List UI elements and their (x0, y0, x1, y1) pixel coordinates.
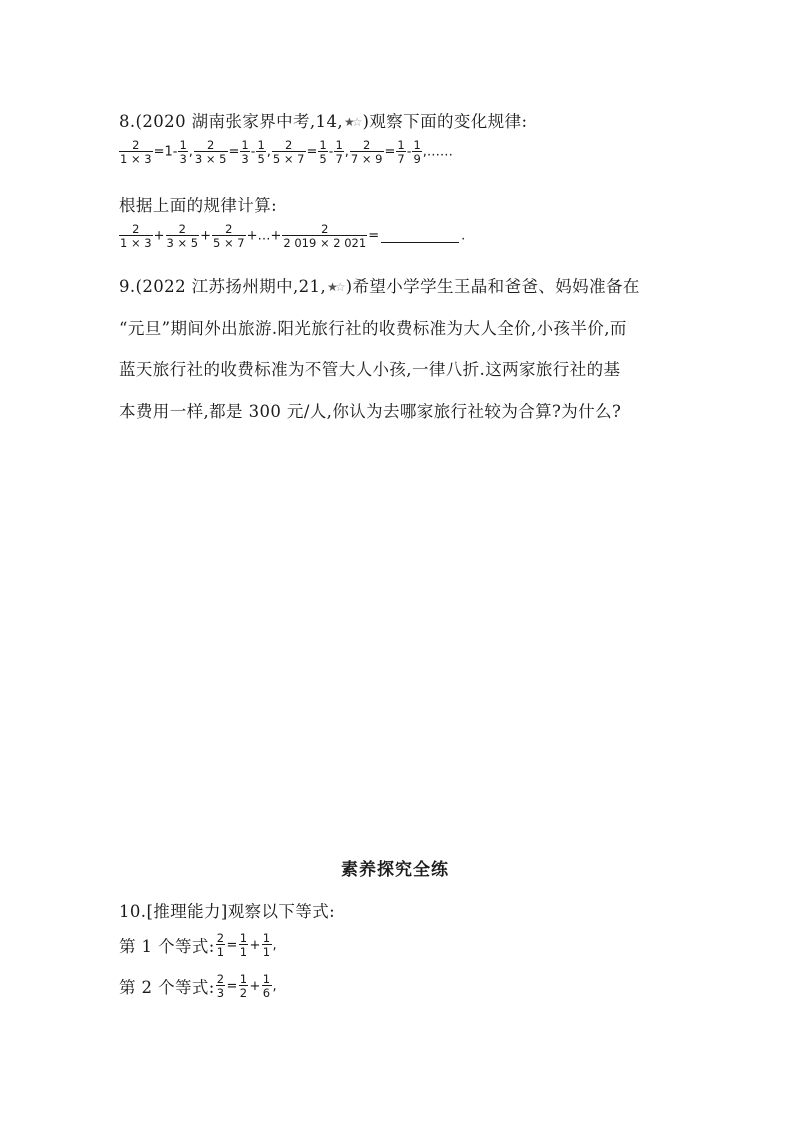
operator: - (406, 144, 412, 160)
operator: + (153, 228, 165, 244)
operator: +…+ (246, 228, 282, 244)
denominator: 1 (216, 945, 225, 959)
q9-line-1 (119, 273, 640, 297)
numerator: 1 (397, 138, 405, 152)
operator: = (384, 144, 396, 160)
fraction (350, 139, 384, 165)
operator: = (226, 978, 238, 994)
difficulty-star-icon: ★☆ (344, 115, 360, 129)
denominator: 5 × 7 (272, 152, 305, 166)
q9-source: 9.(2022 江苏扬州期中,21, (119, 277, 327, 296)
denominator: 6 (262, 986, 271, 1000)
fraction (256, 139, 265, 165)
q8-calc-label: 根据上面的规律计算: (119, 196, 278, 215)
fraction (396, 139, 405, 165)
q10-eq1-math (215, 931, 278, 959)
q10-eq2-label: 第 2 个等式: (119, 978, 215, 997)
answer-blank (381, 241, 459, 243)
denominator: 3 (179, 152, 187, 166)
numerator: 2 (216, 972, 225, 986)
fraction (318, 139, 327, 165)
fraction (262, 932, 272, 958)
operator: . (461, 228, 466, 244)
numerator: 1 (413, 138, 421, 152)
q8-source: 8.(2020 湖南张家界中考,14, (119, 112, 344, 131)
denominator: 5 (257, 152, 265, 166)
numerator: 2 (321, 222, 329, 236)
denominator: 3 × 5 (194, 152, 227, 166)
numerator: 2 (363, 138, 371, 152)
operator: , (188, 144, 193, 160)
q10-intro: 10.[推理能力]观察以下等式: (119, 902, 336, 921)
q10-equation-2 (119, 973, 277, 999)
q8-intro (119, 108, 527, 132)
fraction (412, 139, 421, 165)
operator: ,…… (422, 144, 453, 160)
numerator: 2 (132, 138, 140, 152)
denominator: 1 × 3 (120, 236, 152, 250)
operator: , (272, 978, 278, 994)
operator: + (249, 937, 261, 953)
numerator: 1 (335, 138, 343, 152)
q9-line-2: “元旦”期间外出旅游.阳光旅行社的收费标准为大人全价,小孩半价,而 (119, 319, 627, 338)
operator: , (272, 937, 278, 953)
denominator: 2 019 × 2 021 (283, 236, 367, 250)
operator: - (250, 144, 256, 160)
denominator: 2 (239, 986, 248, 1000)
operator: , (344, 144, 349, 160)
fraction (216, 932, 226, 958)
q10-equation-1 (119, 932, 277, 958)
denominator: 9 (413, 152, 421, 166)
operator: = (368, 228, 380, 244)
fraction (282, 223, 367, 249)
fraction (272, 139, 306, 165)
denominator: 5 (319, 152, 327, 166)
fraction (166, 223, 200, 249)
fraction (194, 139, 228, 165)
q8-sum-equation (118, 223, 465, 249)
denominator: 7 (397, 152, 405, 166)
fraction (119, 139, 153, 165)
fraction (178, 139, 187, 165)
numerator: 1 (179, 138, 187, 152)
q8-prompt: )观察下面的变化规律: (362, 112, 528, 131)
numerator: 1 (239, 931, 248, 945)
numerator: 1 (257, 138, 265, 152)
operator: = (226, 937, 238, 953)
operator: + (200, 228, 211, 244)
q9-text: )希望小学学生王晶和爸爸、妈妈准备在 (345, 277, 640, 296)
q10-eq2-math (215, 972, 278, 1000)
fraction (239, 932, 249, 958)
denominator: 3 (216, 986, 225, 1000)
numerator: 2 (285, 138, 293, 152)
numerator: 2 (216, 931, 225, 945)
numerator: 2 (132, 222, 140, 236)
operator: + (249, 978, 261, 994)
fraction (216, 973, 226, 999)
numerator: 1 (239, 972, 248, 986)
fraction (240, 139, 249, 165)
denominator: 3 (241, 152, 249, 166)
numerator: 1 (262, 931, 271, 945)
q8-pattern-equation (118, 139, 453, 165)
operator: =1- (153, 144, 178, 160)
denominator: 7 (335, 152, 343, 166)
denominator: 1 (239, 945, 248, 959)
fraction (119, 223, 153, 249)
numerator: 1 (319, 138, 327, 152)
denominator: 3 × 5 (166, 236, 199, 250)
fraction (212, 223, 246, 249)
operator: - (328, 144, 334, 160)
numerator: 1 (262, 972, 271, 986)
operator: = (306, 144, 318, 160)
fraction (334, 139, 343, 165)
q9-line-3: 蓝天旅行社的收费标准为不管大人小孩,一律八折.这两家旅行社的基 (119, 360, 621, 379)
difficulty-star-icon: ★☆ (327, 280, 343, 294)
fraction (239, 973, 249, 999)
q9-line-4: 本费用一样,都是 300 元/人,你认为去哪家旅行社较为合算?为什么? (119, 402, 622, 421)
numerator: 2 (225, 222, 233, 236)
numerator: 2 (207, 138, 215, 152)
q10-eq1-label: 第 1 个等式: (119, 937, 215, 956)
numerator: 2 (178, 222, 186, 236)
denominator: 7 × 9 (350, 152, 383, 166)
operator: , (266, 144, 271, 160)
operator: = (228, 144, 240, 160)
denominator: 1 (262, 945, 271, 959)
denominator: 1 × 3 (120, 152, 152, 166)
denominator: 5 × 7 (213, 236, 245, 250)
numerator: 1 (241, 138, 249, 152)
fraction (262, 973, 272, 999)
section-heading: 素养探究全练 (341, 860, 449, 880)
